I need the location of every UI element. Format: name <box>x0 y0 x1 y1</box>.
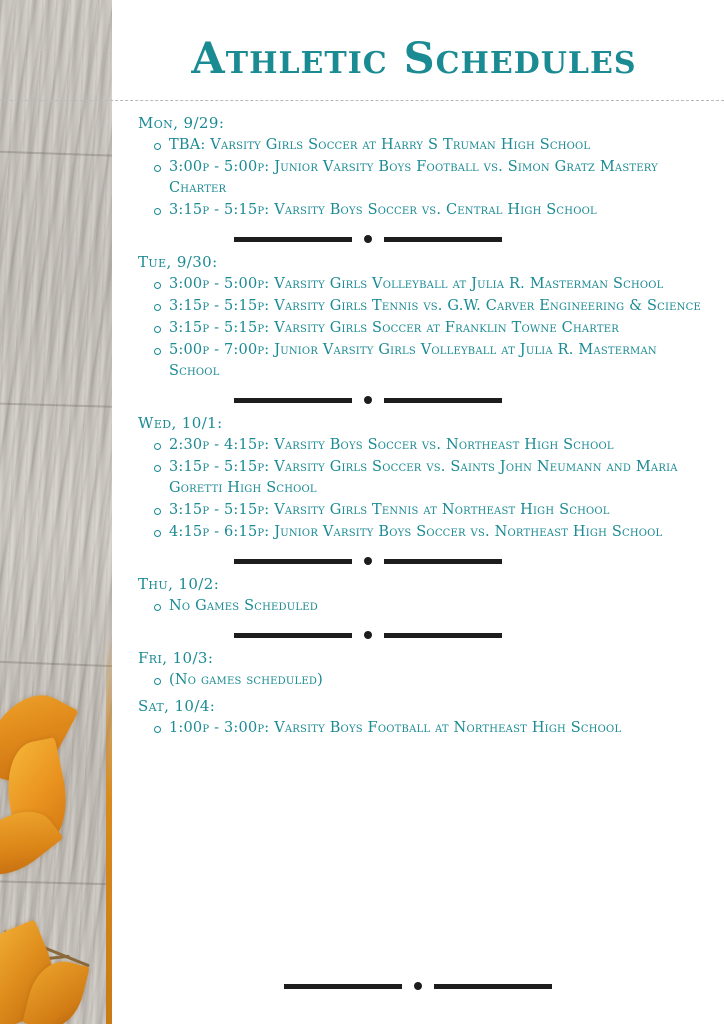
event-list <box>152 435 712 543</box>
ornament-bar-right <box>384 398 502 403</box>
section-ornament-divider <box>124 396 712 404</box>
ornament-bar-left <box>234 398 352 403</box>
footer-ornament-dot <box>414 982 422 990</box>
list-item: 2:30p - 4:15p: Varsity Boys Soccer vs. Northeast High School <box>152 435 712 456</box>
ornament-bar-right <box>384 237 502 242</box>
footer-ornament-bar-left <box>284 984 402 989</box>
ornament-bar-left <box>234 237 352 242</box>
list-item: 3:15p - 5:15p: Varsity Girls Soccer at Franklin Towne Charter <box>152 318 712 339</box>
section-ornament-divider <box>124 557 712 565</box>
day-label: Tue, 9/30: <box>138 253 218 271</box>
footer-ornament-bar-right <box>434 984 552 989</box>
page-title: Athletic Schedules <box>191 34 637 84</box>
ornament-bar-left <box>234 633 352 638</box>
decorative-wood-photo-strip <box>0 0 112 1024</box>
ornament-bar-right <box>384 559 502 564</box>
list-item: (No games scheduled) <box>152 670 712 691</box>
footer-ornament-divider <box>112 982 724 990</box>
event-list <box>152 596 712 617</box>
document-page <box>112 0 724 1024</box>
list-item: 3:15p - 5:15p: Varsity Boys Soccer vs. Central High School <box>152 200 712 221</box>
section-ornament-divider <box>124 235 712 243</box>
ornament-bar-left <box>234 559 352 564</box>
event-list <box>152 670 712 691</box>
list-item: No Games Scheduled <box>152 596 712 617</box>
section-ornament-divider <box>124 631 712 639</box>
list-item: 3:15p - 5:15p: Varsity Girls Soccer vs. Saints John Neumann and Maria Goretti High School <box>152 457 712 499</box>
list-item: 5:00p - 7:00p: Junior Varsity Girls Volleyball at Julia R. Masterman School <box>152 340 712 382</box>
list-item: 3:00p - 5:00p: Varsity Girls Volleyball at Julia R. Masterman School <box>152 274 712 295</box>
day-block <box>124 414 712 543</box>
day-label: Sat, 10/4: <box>138 697 216 715</box>
ornament-bar-right <box>384 633 502 638</box>
list-item: 4:15p - 6:15p: Junior Varsity Boys Soccer vs. Northeast High School <box>152 522 712 543</box>
schedule-list <box>124 108 712 741</box>
ornament-dot <box>364 396 372 404</box>
event-list <box>152 274 712 382</box>
list-item: 3:15p - 5:15p: Varsity Girls Tennis at Northeast High School <box>152 500 712 521</box>
day-block <box>124 697 712 739</box>
list-item: TBA: Varsity Girls Soccer at Harry S Truman High School <box>152 135 712 156</box>
ornament-dot <box>364 631 372 639</box>
list-item: 1:00p - 3:00p: Varsity Boys Football at Northeast High School <box>152 718 712 739</box>
list-item: 3:00p - 5:00p: Junior Varsity Boys Football vs. Simon Gratz Mastery Charter <box>152 157 712 199</box>
day-block <box>124 575 712 617</box>
event-list <box>152 718 712 739</box>
ornament-dot <box>364 557 372 565</box>
day-label: Fri, 10/3: <box>138 649 214 667</box>
ornament-dot <box>364 235 372 243</box>
day-label: Mon, 9/29: <box>138 114 225 132</box>
day-block <box>124 649 712 691</box>
event-list <box>152 135 712 221</box>
day-block <box>124 253 712 382</box>
day-label: Thu, 10/2: <box>138 575 220 593</box>
header-divider-rule <box>0 100 724 101</box>
list-item: 3:15p - 5:15p: Varsity Girls Tennis vs. G.W. Carver Engineering & Science <box>152 296 712 317</box>
day-block <box>124 114 712 221</box>
day-label: Wed, 10/1: <box>138 414 223 432</box>
